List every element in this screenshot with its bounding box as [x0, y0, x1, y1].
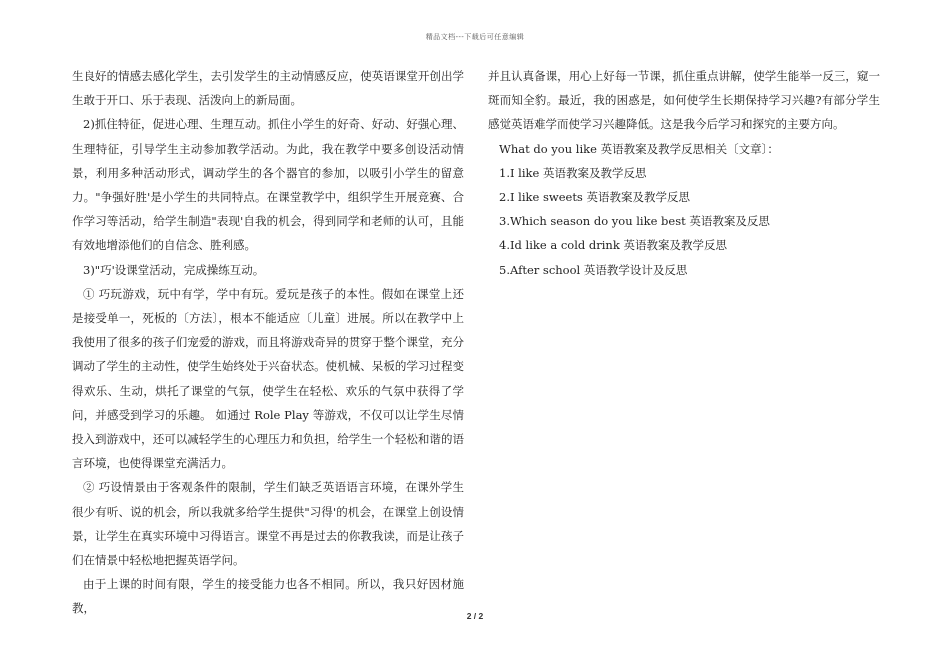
- paragraph-reflection: 并且认真备课，用心上好每一节课，抓住重点讲解，使学生能举一反三，窥一斑而知全豹。最近，我的困惑是，如何使学生长期保持学习兴趣?有部分学生感觉英语难学而使学习兴趣降低。这是我今后学习和探究的主要方向。: [488, 69, 880, 132]
- paragraph-point-2: 2)抓住特征，促进心理、生理互动。抓住小学生的好奇、好动、好强心理、生理特征，引导学生主动参加教学活动。为此，我在教学中要多创设活动情景，利用多种活动形式，调动学生的各个器官的参加，以吸引小学生的留意力。"争强好胜'是小学生的共同特点。在课堂教学中，组织学生开展竞赛、合作学习等活动，给学生制造"表现'自我的机会，得到同学和老师的认可，且能有效地增添他们的自信念、胜利感。: [72, 117, 464, 253]
- left-column: [72, 64, 464, 621]
- related-article-link[interactable]: 1.I like 英语教案及教学反思: [499, 165, 647, 180]
- right-column: [488, 64, 880, 282]
- related-articles-title: What do you like 英语教案及教学反思相关〔文章〕：: [499, 141, 779, 156]
- paragraph-teaching: 由于上课的时间有限，学生的接受能力也各不相同。所以，我只好因材施教，: [72, 577, 464, 616]
- document-header: 精品文档---下载后可任意编辑: [425, 33, 525, 41]
- paragraph-scenarios: ② 巧设情景由于客观条件的限制，学生们缺乏英语语言环境，在课外学生很少有听、说的机会，所以我就多给学生提供"习得'的机会，在课堂上创设情景，让学生在真实环境中习得语言。课堂不再是过去的你教我读，而是让孩子们在情景中轻松地把握英语学问。: [72, 480, 464, 568]
- related-article-link[interactable]: 2.I like sweets 英语教案及教学反思: [499, 190, 690, 205]
- paragraph-point-3: 3)"巧'设课堂活动，完成操练互动。: [83, 262, 265, 277]
- page-number: 2 / 2: [466, 611, 484, 621]
- related-article-link[interactable]: 4.Id like a cold drink 英语教案及教学反思: [499, 238, 727, 253]
- related-article-link[interactable]: 5.After school 英语教学设计及反思: [499, 262, 688, 277]
- related-article-link[interactable]: 3.Which season do you like best 英语教案及反思: [499, 214, 770, 229]
- paragraph-continuation: 生良好的情感去感化学生，去引发学生的主动情感反应，使英语课堂开创出学生敢于开口、乐于表现、活泼向上的新局面。: [72, 69, 464, 108]
- paragraph-games: ① 巧玩游戏，玩中有学，学中有玩。爱玩是孩子的本性。假如在课堂上还是接受单一，死板的〔方法〕，根本不能适应〔儿童〕进展。所以在教学中上我使用了很多的孩子们宠爱的游戏，而且将游戏奇异的贯穿于整个课堂，充分调动了学生的主动性，使学生始终处于兴奋状态。使机械、呆板的学习过程变得欢乐、生动，烘托了课堂的气氛，使学生在轻松、欢乐的气氛中获得了学问，并感受到学习的乐趣。 如通过 Role Play 等游戏，不仅可以让学生尽情投入到游戏中，还可以减轻学生的心理压力和负担，给学生一个轻松和谐的语言环境，也使得课堂充满活力。: [72, 286, 464, 471]
